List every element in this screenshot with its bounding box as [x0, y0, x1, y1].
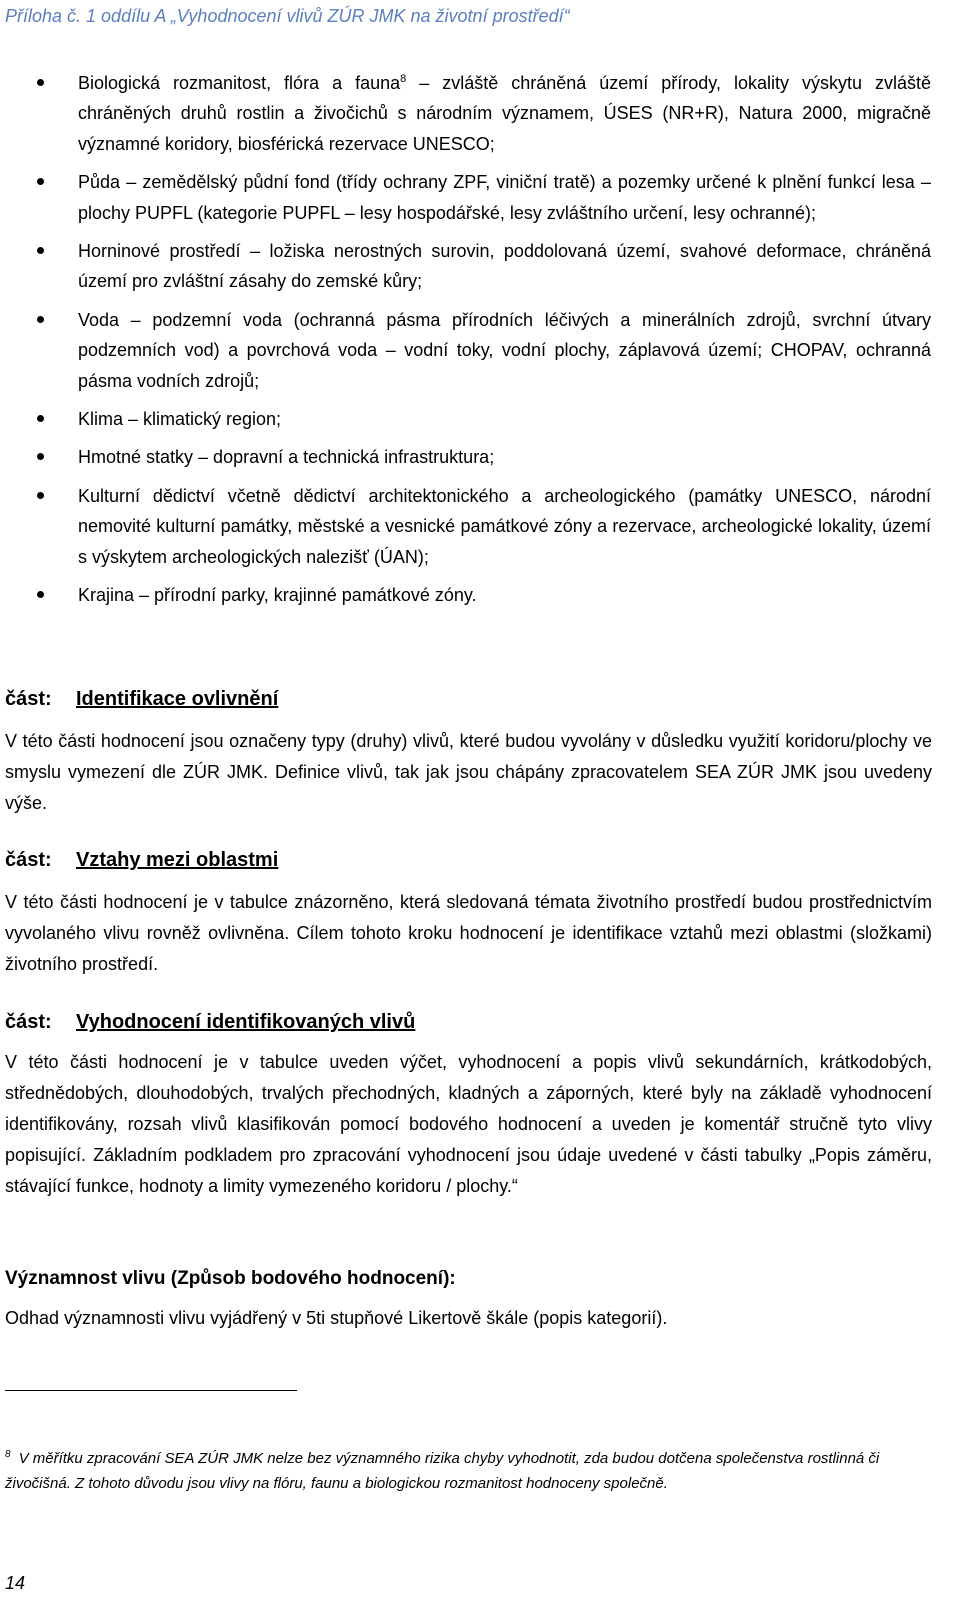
- list-item-text: Horninové prostředí – ložiska nerostných surovin, poddolovaná území, svahové deformace, chráněná území pro zvláštní zásahy do zemské kůry;: [78, 241, 931, 292]
- list-item: [37, 580, 931, 610]
- list-item-text: Kulturní dědictví včetně dědictví architektonického a archeologického (památky UNESCO, národní nemovité kulturní památky, městské a vesnické památkové zóny a rezervace, archeologické lokality, území s výskytem archeologických nalezišť (ÚAN);: [78, 485, 931, 567]
- list-item: [37, 442, 931, 472]
- section-heading-identification: [5, 688, 278, 711]
- list-item-text: Klima – klimatický region;: [78, 409, 282, 430]
- bullet-icon: [37, 415, 44, 422]
- bullet-icon: [37, 79, 44, 86]
- environment-topics-list: [37, 68, 931, 619]
- bullet-icon: [37, 247, 44, 254]
- section-body-relations: V této části hodnocení je v tabulce znázorněno, která sledovaná témata životního prostředí budou prostřednictvím vyvolaného vlivu rovněž ovlivněna. Cílem tohoto kroku hodnocení je identifikace vztahů mezi oblastmi (složkami) životního prostředí.: [5, 892, 932, 974]
- bullet-icon: [37, 492, 44, 499]
- section-body-identification: V této části hodnocení jsou označeny typy (druhy) vlivů, které budou vyvolány v důsledku využití koridoru/plochy ve smyslu vymezení dle ZÚR JMK. Definice vlivů, tak jak jsou chápány zpracovatelem SEA ZÚR JMK jsou uvedeny výše.: [5, 731, 932, 813]
- page-number: 14: [5, 1573, 26, 1593]
- footnote-text: V měřítku zpracování SEA ZÚR JMK nelze bez významného rizika chyby vyhodnotit, zda budou dotčena společenstva rostlinná či živočišná. Z tohoto důvodu jsou vlivy na flóru, faunu a biologickou rozmanitost hodnoceny společně.: [5, 1450, 880, 1492]
- list-item: [37, 404, 931, 434]
- running-header: Příloha č. 1 oddílu A „Vyhodnocení vlivů ZÚR JMK na životní prostředí“: [5, 6, 570, 26]
- section-body-evaluation: V této části hodnocení je v tabulce uveden výčet, vyhodnocení a popis vlivů sekundárních, krátkodobých, střednědobých, dlouhodobých, trvalých přechodných, kladných a záporných, které byly na základě vyhodnocení identifikovány, rozsah vlivů klasifikován pomocí bodového hodnocení a uveden je komentář stručně tyto vlivy popisující. Základním podkladem pro zpracování vyhodnocení jsou údaje uvedené v části tabulky „Popis záměru, stávající funkce, hodnoty a limity vymezeného koridoru / plochy.“: [5, 1052, 932, 1196]
- list-item: [37, 481, 931, 572]
- bullet-icon: [37, 316, 44, 323]
- list-item: [37, 236, 931, 297]
- list-item-text: Půda – zemědělský půdní fond (třídy ochrany ZPF, viniční tratě) a pozemky určené k plnění funkcí lesa – plochy PUPFL (kategorie PUPFL – lesy hospodářské, lesy zvláštního určení, lesy ochranné);: [78, 172, 931, 223]
- section-title: Vyhodnocení identifikovaných vlivů: [76, 1011, 416, 1033]
- list-item-text: Krajina – přírodní parky, krajinné památkové zóny.: [78, 585, 477, 606]
- list-item: [37, 68, 931, 159]
- footnote-mark: 8: [5, 1449, 11, 1460]
- list-item-text: Voda – podzemní voda (ochranná pásma přírodních léčivých a minerálních zdrojů, svrchní útvary podzemních vod) a povrchová voda – vodní toky, vodní plochy, záplavová území; CHOPAV, ochranná pásma vodních zdrojů;: [78, 309, 931, 391]
- list-item-text-continued: – zvláště chráněná území přírody, lokality výskytu zvláště chráněných druhů rostlin a živočichů s národním významem, ÚSES (NR+R), Natura 2000, migračně významné koridory, biosférická rezervace UNESCO;: [78, 73, 931, 154]
- section-title: Vztahy mezi oblastmi: [76, 849, 279, 871]
- footnote-reference: 8: [400, 73, 407, 85]
- bullet-icon: [37, 591, 44, 598]
- footnote-divider: [5, 1390, 297, 1391]
- section-heading-relations: [5, 849, 278, 872]
- footnote: [5, 1446, 932, 1496]
- list-item: [37, 167, 931, 228]
- bullet-icon: [37, 178, 44, 185]
- section-label: část:: [5, 849, 52, 871]
- section-title: Identifikace ovlivnění: [76, 688, 279, 710]
- significance-heading: Významnost vlivu (Způsob bodového hodnocení):: [5, 1268, 456, 1289]
- list-item-text: Hmotné statky – dopravní a technická infrastruktura;: [78, 447, 495, 468]
- section-heading-evaluation: [5, 1011, 415, 1034]
- section-label: část:: [5, 688, 52, 710]
- list-item-text: Biologická rozmanitost, flóra a fauna: [78, 73, 401, 93]
- significance-body: Odhad významnosti vlivu vyjádřený v 5ti stupňové Likertově škále (popis kategorií).: [5, 1308, 668, 1328]
- section-label: část:: [5, 1011, 52, 1033]
- bullet-icon: [37, 453, 44, 460]
- list-item: [37, 305, 931, 396]
